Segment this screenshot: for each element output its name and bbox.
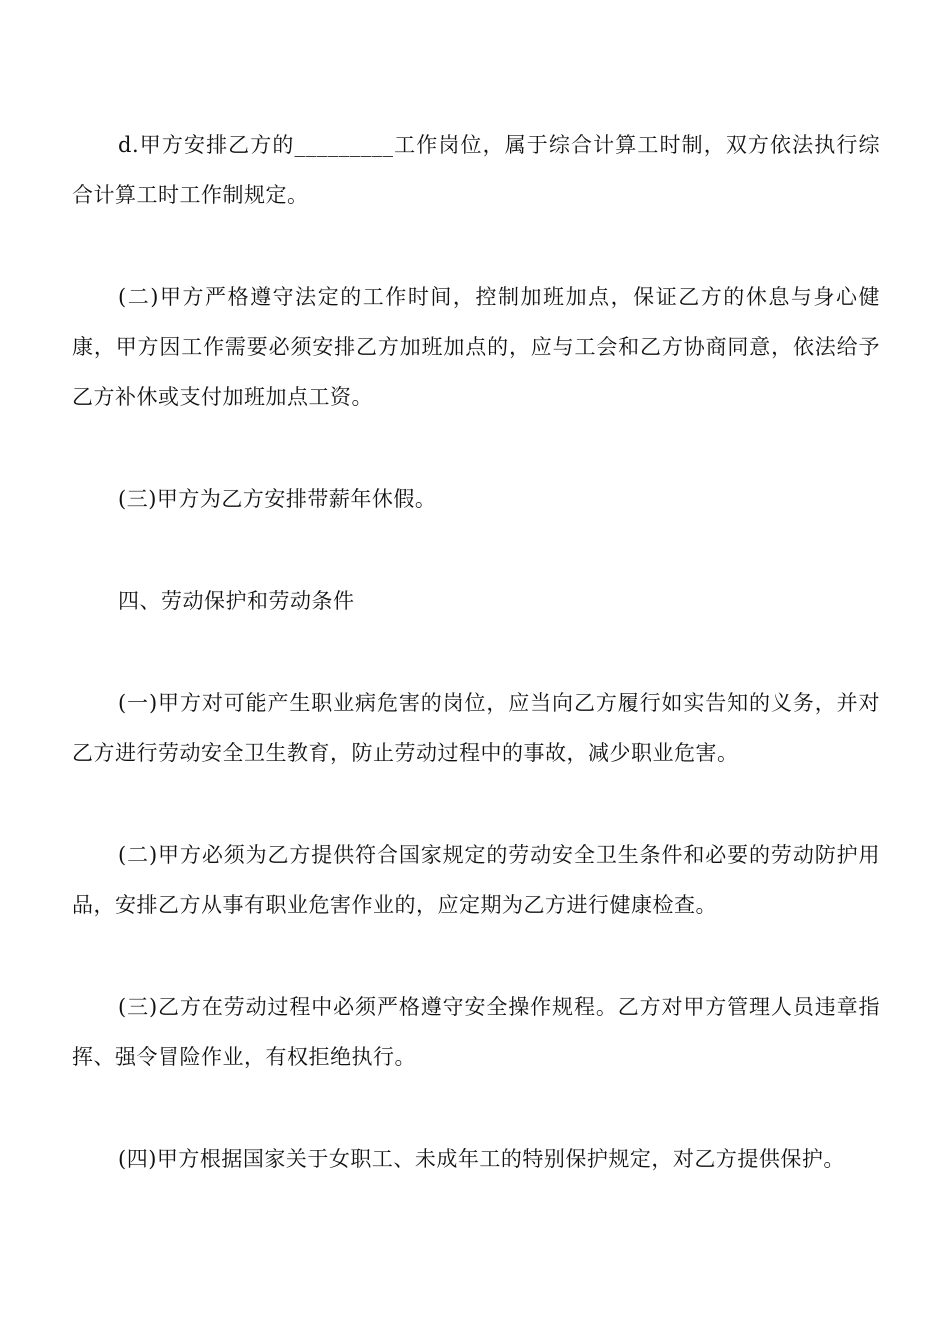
document-body — [72, 120, 880, 1236]
paragraph-special-protection: (四)甲方根据国家关于女职工、未成年工的特别保护规定，对乙方提供保护。 — [118, 1147, 845, 1171]
paragraph-safety-conditions: (二)甲方必须为乙方提供符合国家规定的劳动安全卫生条件和必要的劳动防护用品，安排乙方从事有职业危害作业的，应定期为乙方进行健康检查。 — [72, 843, 880, 917]
paragraph-paid-leave: (三)甲方为乙方安排带薪年休假。 — [118, 487, 437, 511]
paragraph-safety-rules: (三)乙方在劳动过程中必须严格遵守安全操作规程。乙方对甲方管理人员违章指挥、强令冒险作业，有权拒绝执行。 — [72, 995, 880, 1069]
paragraph-working-hours-comprehensive: d.甲方安排乙方的_________工作岗位，属于综合计算工时制，双方依法执行综合计算工时工作制规定。 — [72, 133, 880, 207]
section-heading-labor-protection: 四、劳动保护和劳动条件 — [118, 589, 355, 613]
paragraph-occupational-hazard-notice: (一)甲方对可能产生职业病危害的岗位，应当向乙方履行如实告知的义务，并对乙方进行劳动安全卫生教育，防止劳动过程中的事故，减少职业危害。 — [72, 691, 880, 765]
paragraph-overtime: (二)甲方严格遵守法定的工作时间，控制加班加点，保证乙方的休息与身心健康，甲方因工作需要必须安排乙方加班加点的，应与工会和乙方协商同意，依法给予乙方补休或支付加班加点工资。 — [72, 285, 880, 409]
